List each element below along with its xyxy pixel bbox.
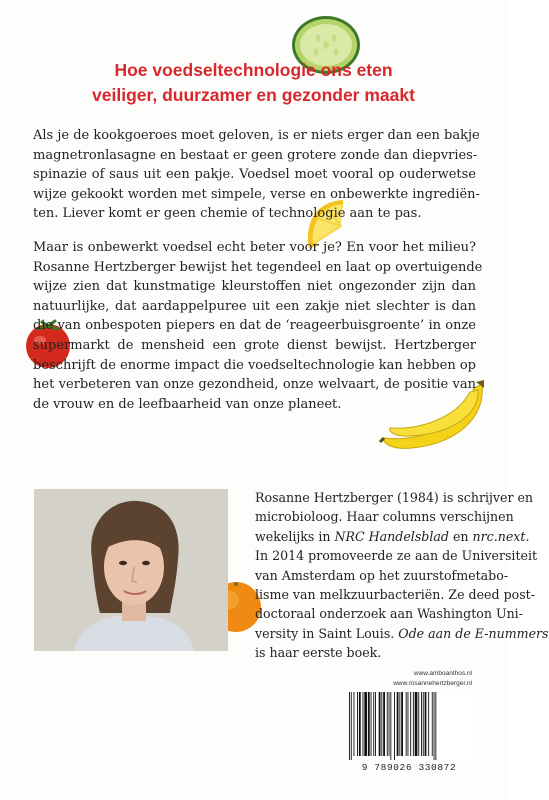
intro-line: Als je de kookgoeroes moet geloven, is er niets erger dan een bakje: [33, 128, 480, 143]
barcode-bar: [371, 692, 372, 756]
barcode-bar: [394, 692, 395, 760]
main-line: het verbeteren van onze gezondheid, onze welvaart, de positie van: [33, 377, 476, 393]
cover-tagline: [20, 58, 487, 108]
main-line: supermarkt de mensheid een grote dienst bewijst. Hertzberger: [33, 337, 476, 353]
barcode-bar: [410, 692, 411, 756]
barcode-bar: [351, 692, 352, 760]
barcode-bar: [354, 692, 355, 756]
barcode-bar: [373, 692, 374, 756]
barcode-bar: [349, 692, 350, 760]
barcode-bar: [387, 692, 388, 756]
isbn-number: 9 789026 330872: [361, 762, 457, 773]
bio-text: wekelijks in: [255, 528, 335, 544]
main-line: die van onbespoten piepers en dat de ‘reageerbuisgroente’ in onze: [33, 318, 476, 334]
main-line: Rosanne Hertzberger bewijst het tegendeel en laat op overtuigende: [33, 259, 483, 275]
bio-line: van Amsterdam op het zuurstofmetabo-: [255, 567, 509, 583]
barcode-bar: [434, 692, 435, 760]
main-line: natuurlijke, dat aardappelpuree uit een zakje niet slechter is dan: [33, 298, 476, 314]
newspaper-title: NRC Handelsblad: [334, 528, 449, 544]
main-line: Maar is onbewerkt voedsel echt beter voor je? En voor het milieu?: [33, 240, 476, 255]
intro-line: wijze gekookt worden met simpele, verse en onbewerkte ingrediën-: [33, 186, 480, 202]
barcode-bar: [435, 692, 436, 760]
bio-line: In 2014 promoveerde ze aan de Universiteit: [255, 548, 538, 564]
main-line: wijze zien dat kunstmatige kleurstoffen niet ongezonder zijn dan: [33, 279, 476, 295]
barcode-bar: [428, 692, 429, 756]
main-line: beschrijft de enorme impact die voedseltechnologie kan hebben op: [33, 357, 476, 373]
publisher-url[interactable]: www.amboanthos.nl: [413, 670, 472, 677]
isbn-barcode: [345, 690, 473, 760]
barcode-bar: [381, 692, 382, 756]
bio-line: lisme van melkzuurbacteriën. Ze deed post-: [255, 587, 536, 603]
barcode-bar: [368, 692, 370, 756]
barcode-bar: [397, 692, 399, 756]
barcode-bar: [357, 692, 358, 756]
barcode-bar: [383, 692, 385, 756]
intro-paragraph: [33, 126, 480, 224]
barcode-bar: [425, 692, 427, 756]
barcode-bar: [375, 692, 376, 756]
barcode-bar: [379, 692, 381, 756]
main-line: de vrouw en de leefbaarheid van onze planeet.: [33, 396, 342, 412]
barcode-bar: [364, 692, 367, 756]
barcode-bar: [413, 692, 414, 756]
barcode-bar: [389, 692, 390, 756]
intro-line: spinazie of saus uit een pakje. Voedsel moet vooral op ouderwetse: [33, 167, 476, 183]
tagline-line-1: Hoe voedseltechnologie ons eten: [114, 60, 393, 80]
bio-line: microbioloog. Haar columns verschijnen: [255, 509, 514, 525]
bio-text: versity in Saint Louis.: [255, 625, 399, 641]
barcode-bar: [406, 692, 407, 756]
author-url[interactable]: www.rosannehertzberger.nl: [393, 680, 472, 687]
author-portrait-photo: [34, 489, 228, 651]
bio-text: en: [448, 528, 473, 544]
main-paragraph: [33, 238, 483, 414]
bio-line: doctoraal onderzoek aan Washington Uni-: [255, 606, 523, 622]
barcode-bar: [390, 692, 391, 760]
intro-line: ten. Liever komt er geen chemie of technologie aan te pas.: [33, 206, 422, 222]
author-bio: [255, 488, 549, 663]
bio-line: is haar eerste boek.: [255, 645, 382, 661]
barcode-bar: [421, 692, 422, 756]
bio-line: [255, 527, 530, 546]
barcode-bar: [359, 692, 361, 756]
barcode-bar: [415, 692, 418, 756]
book-title: Ode aan de E-nummers: [398, 625, 549, 641]
tagline-line-2: veiliger, duurzamer en gezonder maakt: [92, 85, 415, 105]
barcode-bar: [432, 692, 433, 756]
barcode-bar: [399, 692, 400, 756]
websites: [310, 669, 472, 689]
barcode-bar: [418, 692, 419, 756]
barcode-bar: [423, 692, 424, 756]
barcode-bar: [363, 692, 364, 756]
bio-line: Rosanne Hertzberger (1984) is schrijver en: [255, 490, 534, 505]
barcode-bar: [408, 692, 409, 756]
bio-line: [255, 624, 549, 643]
barcode-bar: [401, 692, 403, 756]
intro-line: magnetronlasagne en bestaat er geen grotere zonde dan diepvries-: [33, 147, 478, 163]
newspaper-title: nrc.next.: [472, 528, 530, 544]
